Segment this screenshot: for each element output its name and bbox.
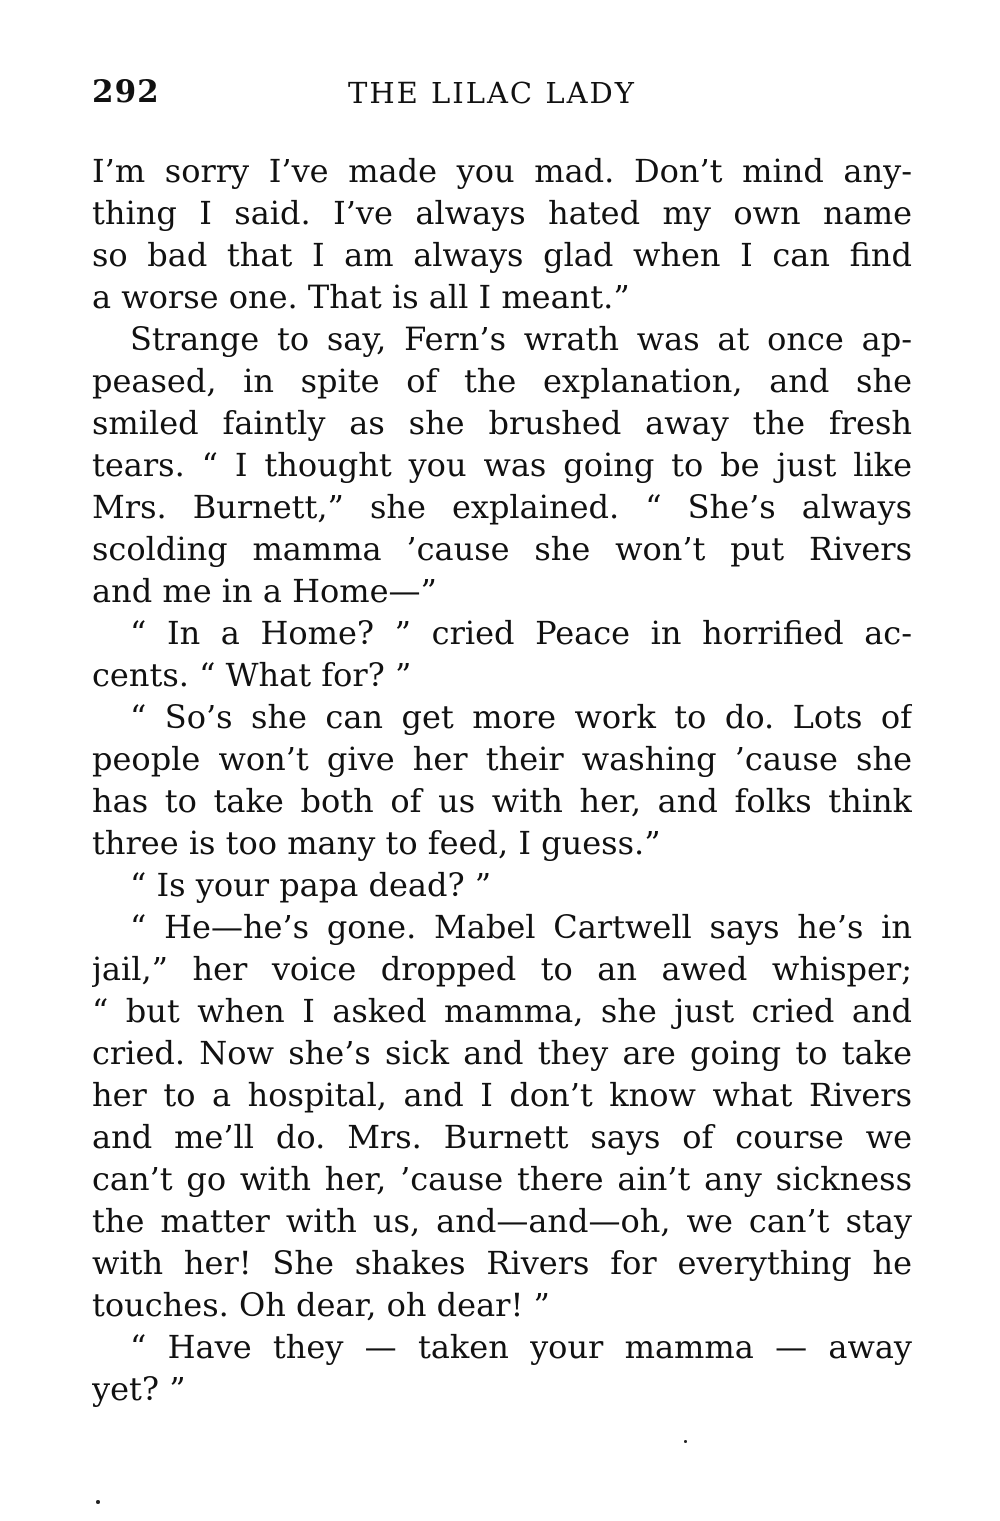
text-line: has to take both of us with her, and folks think — [92, 782, 912, 820]
running-title: THE LILAC LADY — [348, 76, 636, 110]
text-line: can’t go with her, ’cause there ain’t any sickness — [92, 1160, 912, 1198]
text-line: yet? ” — [92, 1370, 186, 1408]
text-line: “ Have they — taken your mamma — away — [130, 1328, 912, 1366]
text-line: “ but when I asked mamma, she just cried and — [92, 992, 912, 1030]
text-line: and me’ll do. Mrs. Burnett says of course we — [92, 1118, 912, 1156]
text-line: the matter with us, and—and—oh, we can’t stay — [92, 1202, 912, 1240]
text-line: cried. Now she’s sick and they are going to take — [92, 1034, 912, 1072]
text-line: peased, in spite of the explanation, and she — [92, 362, 912, 400]
text-line: touches. Oh dear, oh dear! ” — [92, 1286, 550, 1324]
text-line: Strange to say, Fern’s wrath was at once ap- — [130, 320, 912, 358]
page-header — [92, 74, 912, 118]
text-line: “ In a Home? ” cried Peace in horrified ac- — [130, 614, 912, 652]
text-line: “ Is your papa dead? ” — [130, 866, 492, 904]
text-line: so bad that I am always glad when I can find — [92, 236, 912, 274]
text-line: Mrs. Burnett,” she explained. “ She’s always — [92, 488, 912, 526]
text-line: three is too many to feed, I guess.” — [92, 824, 661, 862]
text-line: smiled faintly as she brushed away the fresh — [92, 404, 912, 442]
text-line: a worse one. That is all I meant.” — [92, 278, 630, 316]
page-number: 292 — [92, 74, 160, 110]
text-line: I’m sorry I’ve made you mad. Don’t mind any- — [92, 152, 912, 190]
text-line: “ So’s she can get more work to do. Lots of — [130, 698, 912, 736]
text-line: people won’t give her their washing ’cause she — [92, 740, 912, 778]
text-line: jail,” her voice dropped to an awed whisper; — [92, 950, 912, 988]
body-text — [92, 150, 912, 1410]
print-speck — [684, 1440, 687, 1443]
text-line: scolding mamma ’cause she won’t put Rivers — [92, 530, 912, 568]
text-line: with her! She shakes Rivers for everything he — [92, 1244, 912, 1282]
text-line: her to a hospital, and I don’t know what Rivers — [92, 1076, 912, 1114]
print-speck — [96, 1500, 100, 1504]
text-line: “ He—he’s gone. Mabel Cartwell says he’s in — [130, 908, 912, 946]
text-line: thing I said. I’ve always hated my own name — [92, 194, 912, 232]
text-line: and me in a Home—” — [92, 572, 437, 610]
text-line: cents. “ What for? ” — [92, 656, 412, 694]
text-line: tears. “ I thought you was going to be just like — [92, 446, 912, 484]
